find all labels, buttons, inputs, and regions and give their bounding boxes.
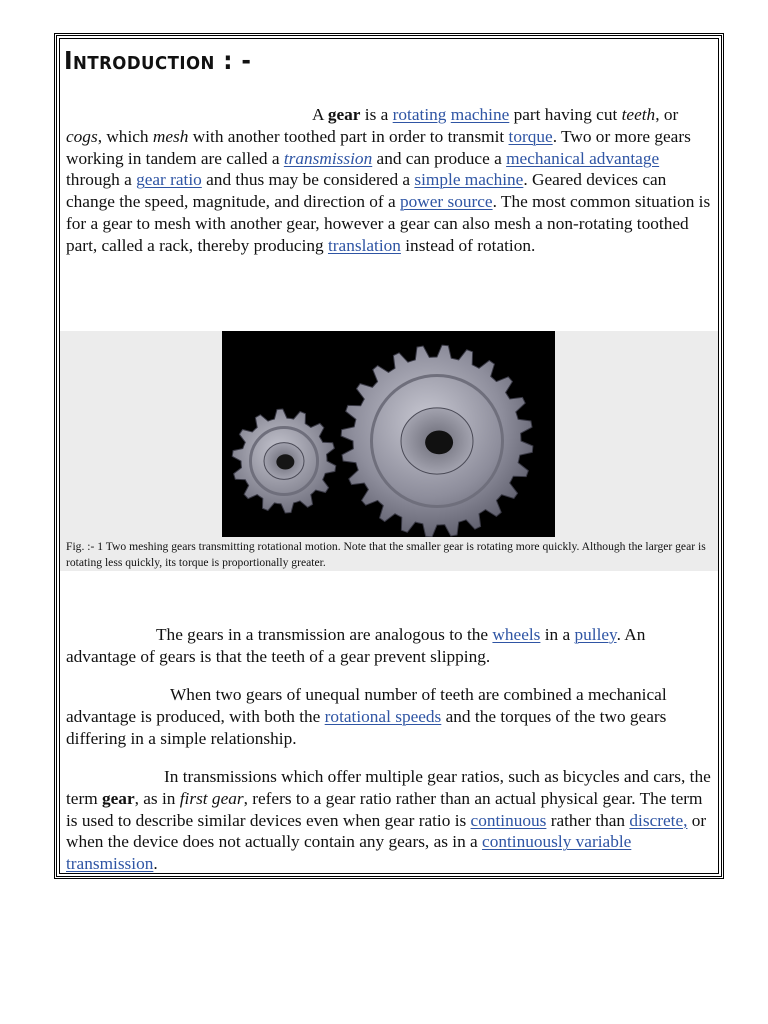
term-gear: gear xyxy=(327,105,361,124)
text-run: with another toothed part in order to transmit xyxy=(188,126,509,146)
link-simple-machine[interactable]: simple machine xyxy=(414,170,524,190)
link-mechanical-advantage[interactable]: mechanical advantage xyxy=(506,148,660,168)
text-run: . The most common situation is for a gear to mesh with another gear, however a gear can also mesh a non-rotating toothed part, called a rack, thereby producing xyxy=(66,192,711,255)
gears-illustration xyxy=(222,331,555,537)
text-run: through a xyxy=(66,170,137,190)
link-rotating[interactable]: rotating xyxy=(392,105,447,124)
text-run: in a xyxy=(540,625,575,644)
term-gear: gear xyxy=(102,788,135,808)
intro-paragraph xyxy=(66,104,716,257)
link-power-source[interactable]: power source xyxy=(399,192,493,212)
section-heading: Introduction : - xyxy=(64,46,252,75)
paragraph-gear-ratios xyxy=(66,766,716,875)
text-run: or when the device does not actually contain any gears, as in a xyxy=(66,810,707,852)
large-gear-icon xyxy=(341,345,533,537)
link-machine[interactable]: machine xyxy=(450,105,510,124)
text-run: . xyxy=(153,854,158,874)
text-run: . Geared devices can change the speed, magnitude, and direction of a xyxy=(66,170,667,212)
link-discrete[interactable]: discrete, xyxy=(629,810,688,830)
text-run: , refers to a gear ratio rather than an actual physical gear. The term is used to describe similar devices even when gear ratio is xyxy=(66,788,703,830)
link-continuous[interactable]: continuous xyxy=(470,810,547,830)
link-torque[interactable]: torque xyxy=(508,126,553,146)
text-run: and thus may be considered a xyxy=(201,170,415,190)
figure-caption: Fig. :- 1 Two meshing gears transmitting rotational motion. Note that the smaller gear is rotating more quickly. Although the larger gear is rotating less quickly, its torque is proportionally greater. xyxy=(66,540,706,569)
text-run: . Two or more gears working in tandem are called a xyxy=(66,126,691,168)
text-run: and the torques of the two gears differing in a simple relationship. xyxy=(66,706,667,748)
text-run: instead of rotation. xyxy=(400,235,536,255)
link-gear-ratio[interactable]: gear ratio xyxy=(136,170,202,190)
text-run: A xyxy=(312,105,328,124)
text-run: and can produce a xyxy=(372,148,507,168)
link-pulley[interactable]: pulley xyxy=(574,625,617,644)
term-teeth: teeth xyxy=(621,105,656,124)
term-mesh: mesh xyxy=(152,126,189,146)
text-run: , as in xyxy=(134,788,180,808)
text-run: rather than xyxy=(546,810,630,830)
text-run: In transmissions which offer multiple gear ratios, such as bicycles and cars, the term xyxy=(66,767,711,808)
link-translation[interactable]: translation xyxy=(327,235,401,255)
small-gear-icon xyxy=(232,409,336,513)
paragraph-pulley xyxy=(66,624,716,668)
meshing-gears-image xyxy=(222,331,555,537)
text-run: is a xyxy=(360,105,393,124)
link-continuously-variable-transmission[interactable]: continuously variable transmission xyxy=(66,832,632,874)
text-run: , which xyxy=(97,126,153,146)
paragraph-mechanical-advantage xyxy=(66,684,716,749)
text-run: . An advantage of gears is that the teeth of a gear prevent slipping. xyxy=(66,625,646,666)
link-transmission[interactable]: transmission xyxy=(283,148,373,168)
link-rotational-speeds[interactable]: rotational speeds xyxy=(324,706,442,726)
link-wheels[interactable]: wheels xyxy=(492,625,541,644)
text-run: part having cut xyxy=(509,105,622,124)
term-cogs: cogs xyxy=(66,126,98,146)
term-first-gear: first gear xyxy=(179,788,244,808)
text-run: The gears in a transmission are analogous to the xyxy=(156,625,493,644)
text-run: When two gears of unequal number of teeth are combined a mechanical advantage is produced, with both the xyxy=(66,685,667,726)
text-run: , or xyxy=(655,105,679,124)
